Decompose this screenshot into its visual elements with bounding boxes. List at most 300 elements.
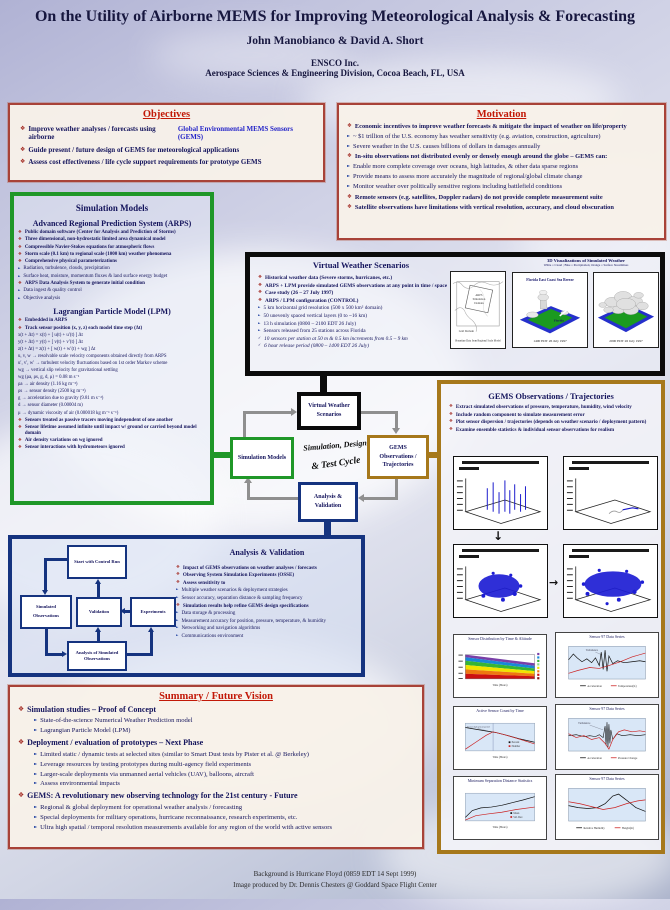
bullet-text: Historical weather data (Severe storms, hurricanes, etc.) xyxy=(265,275,393,282)
arps-heading: Advanced Regional Prediction System (ARPS) xyxy=(32,219,192,228)
bullet-text: ARPS + LPM provide simulated GEMS observations at any point in time / space xyxy=(265,282,448,289)
separation-distance-plot xyxy=(455,784,545,837)
viz-1400-title: Florida East Coast Sea Breeze xyxy=(526,277,574,282)
legend-label: Percent xyxy=(511,740,520,744)
bullet-item xyxy=(18,347,206,353)
sensor-dispersion-plot xyxy=(564,558,657,616)
bullet-item xyxy=(34,814,414,822)
chart-title: Sensor 97 Data Series xyxy=(589,706,625,711)
virtual-weather-list xyxy=(254,274,466,351)
gems-list xyxy=(441,404,661,433)
arrow-bullet-icon: ► xyxy=(347,173,351,179)
flow-box-analysis-of-observations: Analysis of Simulated Observations xyxy=(67,641,127,671)
viz-2000-graphic xyxy=(594,273,658,347)
flow-arrowhead xyxy=(95,579,101,584)
motivation-panel xyxy=(337,103,666,240)
sensor-spikes-plot xyxy=(454,470,547,528)
diamond-bullet-icon: ❖ xyxy=(449,419,453,425)
diamond-bullet-icon: ❖ xyxy=(258,297,263,303)
bullet-item xyxy=(258,298,462,304)
arrow-bullet-icon: ► xyxy=(258,320,261,325)
bullet-text: Remote sensors (e.g. satellites, Doppler radars) do not provide complete measurement suite xyxy=(354,193,603,201)
flow-arrow xyxy=(44,558,47,591)
bullet-item xyxy=(34,824,414,832)
mini-chart-sensor-distribution xyxy=(453,634,547,698)
bullet-text: Leverage resources by testing prototypes during multi-agency field experiments xyxy=(40,760,252,768)
arps-domain-label: ARPS xyxy=(475,293,483,298)
arrow-bullet-icon: ► xyxy=(34,760,38,766)
bullet-text: 5 km horizontal grid resolution (500 x 500 km² domain) xyxy=(263,305,383,312)
bullet-item xyxy=(18,296,206,302)
bullet-item xyxy=(176,572,358,578)
bullet-text: Economic incentives to improve weather forecasts & mitigate the impact of weather on life/property xyxy=(354,122,627,130)
right-arrow-icon: → xyxy=(549,576,559,589)
bullet-item xyxy=(258,321,462,327)
page-title: On the Utility of Airborne MEMS for Improving Meteorological Analysis & Forecasting xyxy=(34,8,636,25)
diamond-bullet-icon: ❖ xyxy=(18,280,22,286)
diamond-bullet-icon: ❖ xyxy=(20,158,26,166)
simulation-models-title: Simulation Models xyxy=(75,203,149,213)
diamond-bullet-icon: ❖ xyxy=(176,602,180,608)
diamond-bullet-icon: ❖ xyxy=(347,122,352,129)
chart-title: Sensor 97 Data Series xyxy=(589,634,625,639)
bullet-text: u, v, w → resolvable scale velocity components obtained directly from ARPS xyxy=(18,354,167,360)
mini-chart-separation-distance xyxy=(453,776,547,840)
humidity-height-plot xyxy=(557,782,657,837)
bullet-item xyxy=(34,804,414,812)
bullet-item xyxy=(176,618,358,624)
bullet-text: Assess environmental impacts xyxy=(40,780,120,788)
objectives-panel xyxy=(8,103,325,182)
virtual-weather-title: Virtual Weather Scenarios xyxy=(312,260,410,270)
arrow-bullet-icon: ► xyxy=(34,727,38,733)
bullet-item xyxy=(176,587,358,593)
diamond-bullet-icon: ❖ xyxy=(176,572,180,578)
sensor-3d-chart-4 xyxy=(563,544,658,618)
arrow-bullet-icon: ► xyxy=(176,594,179,599)
mini-chart-sensor-series-2 xyxy=(555,704,659,770)
viz-2000-caption: 2000 EDT 26 July 1997 xyxy=(609,338,643,343)
bullet-text: 13 h simulation (0800 – 2100 EDT 26 July) xyxy=(263,320,357,327)
bullet-text: Regional & global deployment for operational weather analysis / forecasting xyxy=(40,803,243,811)
bullet-item xyxy=(20,158,313,166)
bullet-text: d → sensor diameter (0.00004 m) xyxy=(18,403,83,409)
chart-title: Active Sensor Count by Time xyxy=(476,708,524,713)
viz-heading: 3D Visualizations of Simulated Weather xyxy=(546,258,625,263)
bullet-item xyxy=(347,123,656,131)
bullet-item xyxy=(18,411,206,417)
sensor-trajectory-plot xyxy=(564,470,657,528)
arrow-bullet-icon: ► xyxy=(18,288,21,293)
chart-title-bar xyxy=(572,549,649,552)
arrow-bullet-icon: ► xyxy=(347,163,351,169)
bullet-item xyxy=(176,603,358,609)
bullet-item xyxy=(176,595,358,601)
bullet-item xyxy=(176,610,358,616)
bullet-item xyxy=(347,173,656,181)
bullet-text: Simulation studies – Proof of Concept xyxy=(27,705,157,714)
bullet-item xyxy=(258,343,462,349)
bullet-text: Objective analysis xyxy=(23,295,61,301)
bullet-text: Comprehensive physical parameterizations xyxy=(24,259,117,265)
arrow-bullet-icon: ► xyxy=(258,305,261,310)
arrow-bullet-icon: ► xyxy=(347,132,351,138)
viz-color-legend: White = Cloud ; Blue = Precipitation; Orange = Surface Streamlines xyxy=(543,263,629,267)
legend-label: Std. Dev. xyxy=(513,815,523,819)
bullet-text: Ultra high spatial / temporal resolution measurements available for any region of the world with active sensors xyxy=(40,823,333,831)
lpm-heading: Lagrangian Particle Model (LPM) xyxy=(53,307,171,317)
florida-label: Florida xyxy=(553,318,564,323)
bullet-item xyxy=(18,340,206,346)
mini-chart-sensor-series-1 xyxy=(555,632,659,698)
diamond-bullet-icon: ❖ xyxy=(18,417,22,423)
bullet-highlight-text: Global Environmental MEMS Sensors (GEMS) xyxy=(177,124,294,141)
bullet-text: g → acceleration due to gravity (9.81 m s⁻²) xyxy=(18,396,104,402)
x-axis-label: Time (Hours) xyxy=(492,755,508,759)
bullet-item xyxy=(176,633,358,639)
bullet-item xyxy=(18,333,206,339)
arps-domain-label: Domain xyxy=(474,300,484,305)
mini-chart-active-sensor-count xyxy=(453,706,547,770)
bullet-text: Guide present / future design of GEMS for meteorological applications xyxy=(28,145,240,154)
bullet-text: Monitor weather over politically sensitive regions including battlefield conditions xyxy=(353,183,563,191)
bullet-item xyxy=(18,326,206,332)
summary-list xyxy=(10,705,422,831)
bullet-text: 10 sensors per station at 50 m & 0.5 km increments from 0.5 – 9 km xyxy=(264,335,408,342)
legend-label: Relative Humidity xyxy=(583,826,605,831)
bullet-item xyxy=(347,133,656,141)
flow-arrowhead xyxy=(95,627,101,632)
bullet-item xyxy=(258,305,462,311)
objectives-list xyxy=(10,125,323,167)
chart-title: Sensor Distribution by Time & Altitude xyxy=(468,636,532,641)
flow-arrowhead xyxy=(120,608,125,614)
bullet-item xyxy=(18,705,414,714)
arrow-bullet-icon: ► xyxy=(258,328,261,333)
bullet-text: x(t + Δt) = x(t) + [ u(t) + u′(t) ] Δt xyxy=(18,332,83,338)
bullet-item xyxy=(347,194,656,202)
bullet-text: u′, v′, w′ → turbulent velocity fluctuations based on 1st order Markov scheme xyxy=(18,361,168,367)
bullet-text: wg (ρa, ρs, g, d, μ) = 0.08 m s⁻¹ xyxy=(18,375,80,381)
cycle-center-text: Simulation, Design xyxy=(302,438,368,453)
chart-title-bar xyxy=(572,461,649,464)
bullet-item xyxy=(18,259,206,265)
flow-arrow xyxy=(44,558,67,561)
bullet-item xyxy=(258,283,462,289)
diamond-bullet-icon: ❖ xyxy=(347,193,352,200)
bullet-text: Simulation results help refine GEMS design specifications xyxy=(182,602,309,609)
arrow-bullet-icon: ► xyxy=(176,610,179,615)
arrow-bullet-icon: ► xyxy=(34,780,38,786)
cycle-arrow xyxy=(361,411,398,414)
chart-annotation: Turbulence xyxy=(585,648,599,652)
bullet-item xyxy=(258,336,462,342)
simulation-domain-map xyxy=(450,271,506,349)
bullet-text: Surface heat, moisture, momentum fluxes & land surface energy budget xyxy=(23,273,168,279)
credit-line: Background is Hurricane Floyd (0859 EDT 14 Sept 1999) xyxy=(253,870,417,878)
bullet-text: Limited static / dynamic tests at selected sites (similar to Smart Dust tests by Pister et al. @ Berkeley) xyxy=(40,750,309,758)
check-bullet-icon: ✓ xyxy=(258,343,262,348)
bullet-item xyxy=(34,771,414,779)
sensor-cluster-plot xyxy=(454,558,547,616)
diamond-bullet-icon: ❖ xyxy=(347,203,352,210)
bullet-item xyxy=(20,125,313,142)
arrow-bullet-icon: ► xyxy=(34,717,38,723)
diamond-bullet-icon: ❖ xyxy=(347,153,352,160)
bullet-item xyxy=(34,780,414,788)
bullet-item xyxy=(18,354,206,360)
diamond-bullet-icon: ❖ xyxy=(18,244,22,250)
flow-arrowhead xyxy=(148,627,154,632)
chart-legend-swatches xyxy=(537,653,539,679)
cycle-center-text: & Test Cycle xyxy=(310,455,362,473)
arrow-bullet-icon: ► xyxy=(176,625,179,630)
footer-credit xyxy=(0,869,670,890)
bullet-item xyxy=(176,580,358,586)
legend-label: Acceleration xyxy=(587,684,602,689)
domain-map-graphic xyxy=(451,272,505,347)
diamond-bullet-icon: ❖ xyxy=(18,445,22,451)
sensor-3d-chart-1 xyxy=(453,456,548,530)
arrow-bullet-icon: ► xyxy=(176,617,179,622)
cycle-arrow xyxy=(243,411,292,414)
viz-panel-1400 xyxy=(512,272,588,348)
bullet-text: Sensors treated as passive tracers moving independent of one another xyxy=(24,417,173,423)
bullet-text: ARPS Data Analysis System to generate initial condition xyxy=(24,280,145,286)
bullet-item xyxy=(18,389,206,395)
chart-title: Sensor 97 Data Series xyxy=(589,776,625,781)
diamond-bullet-icon: ❖ xyxy=(449,404,453,409)
arrow-bullet-icon: ► xyxy=(18,273,21,278)
viz-1400-graphic xyxy=(513,273,587,347)
diamond-bullet-icon: ❖ xyxy=(258,275,263,281)
chart-title-bar xyxy=(462,549,539,552)
bullet-item xyxy=(18,245,206,251)
flow-arrowhead xyxy=(42,590,48,595)
bullet-item xyxy=(347,153,656,161)
cycle-arrow xyxy=(247,497,298,500)
bullet-text: Impact of GEMS observations on weather analyses / forecasts xyxy=(182,564,317,571)
arps-list xyxy=(14,230,210,301)
bullet-text: y(t + Δt) = y(t) + [ v(t) + v′(t) ] Δt xyxy=(18,340,83,346)
sensor-3d-chart-3 xyxy=(453,544,548,618)
diamond-bullet-icon: ❖ xyxy=(258,282,263,288)
acceleration-pressure-plot xyxy=(557,712,657,767)
bullet-item xyxy=(18,418,206,424)
cycle-arrow xyxy=(395,411,398,429)
arrow-bullet-icon: ► xyxy=(34,770,38,776)
bullet-text: Satellite observations have limitations with vertical resolution, accuracy, and cloud obscuration xyxy=(354,203,614,211)
bullet-text: Three dimensional, non-hydrostatic limited area dynamical model xyxy=(24,237,166,243)
bullet-item xyxy=(18,438,206,444)
arrow-bullet-icon: ► xyxy=(347,183,351,189)
bullet-item xyxy=(18,382,206,388)
arrow-bullet-icon: ► xyxy=(34,813,38,819)
bullet-item xyxy=(449,427,653,433)
bullet-item xyxy=(18,738,414,747)
bullet-item xyxy=(258,313,462,319)
bullet-text: Storm scale (0.1 km) to regional scale (1000 km) weather phenomena xyxy=(24,251,172,257)
authors: John Manobianco & David A. Short xyxy=(246,35,424,47)
legend-label: Acceleration xyxy=(587,756,602,761)
bullet-text: Improve weather analyses / forecasts using airborne xyxy=(28,124,156,141)
diamond-bullet-icon: ❖ xyxy=(449,411,453,417)
diamond-bullet-icon: ❖ xyxy=(18,230,22,235)
chart-annotation: Turbulence xyxy=(578,721,591,725)
arrow-bullet-icon: ► xyxy=(34,823,38,829)
bullet-text: Include random component to simulate measurement error xyxy=(455,411,585,418)
diamond-bullet-icon: ❖ xyxy=(18,259,22,265)
bullet-text: Plot sensor dispersion / trajectories (depends on weather scenario / deployment pattern) xyxy=(455,419,647,426)
bullet-text: Networking and navigation algorithms xyxy=(181,625,261,632)
sensor-3d-chart-2 xyxy=(563,456,658,530)
bullet-item xyxy=(449,404,653,410)
cycle-arrow xyxy=(243,411,246,438)
bullet-text: Severe weather in the U.S. causes billions of dollars in damages annually xyxy=(353,142,541,150)
diamond-bullet-icon: ❖ xyxy=(18,438,22,443)
bullet-text: Special deployments for military operations, hurricane reconnaissance, research experiments, etc. xyxy=(40,813,298,821)
cycle-box-simulation-models: Simulation Models xyxy=(230,437,294,479)
virtual-weather-panel xyxy=(245,252,665,376)
arps-domain-label: Simulation xyxy=(472,296,486,301)
bullet-text: Case study (26 – 27 July 1997) xyxy=(265,290,334,297)
arrow-bullet-icon: ► xyxy=(176,632,179,637)
bullet-text: Observing System Simulation Experiments (OSSE) xyxy=(182,572,295,579)
bullet-item xyxy=(18,288,206,294)
summary-title: Summary / Future Vision xyxy=(159,691,273,702)
bullet-item xyxy=(18,266,206,272)
sensor-count-plot xyxy=(455,714,545,767)
check-bullet-icon: ✓ xyxy=(258,335,262,340)
lpm-list xyxy=(14,318,210,451)
bullet-item xyxy=(18,274,206,280)
arrow-bullet-icon: ► xyxy=(176,587,179,592)
bullet-text: wg → vertical slip velocity for gravitational settling xyxy=(18,368,118,374)
arrow-bullet-icon: ► xyxy=(347,142,351,148)
arrow-bullet-icon: ► xyxy=(18,295,21,300)
gems-panel xyxy=(437,380,665,854)
flow-arrow xyxy=(45,653,62,656)
bullet-item xyxy=(347,183,656,191)
bullet-text: Compressible Navier-Stokes equations for atmospheric flows xyxy=(24,244,155,250)
bullet-item xyxy=(34,727,414,735)
poster-header xyxy=(0,4,670,78)
credit-line: Image produced by Dr. Dennis Chesters @ Goddard Space Flight Center xyxy=(233,880,437,889)
bullet-text: Extract simulated observations of pressure, temperature, humidity, wind velocity xyxy=(455,404,632,410)
diamond-bullet-icon: ❖ xyxy=(176,579,180,585)
bullet-text: Embedded in ARPS xyxy=(24,318,68,324)
arrow-bullet-icon: ► xyxy=(18,266,21,271)
arrow-bullet-icon: ► xyxy=(258,313,261,318)
bullet-item xyxy=(18,425,206,437)
objectives-title: Objectives xyxy=(142,109,191,120)
cycle-box-analysis-validation: Analysis & Validation xyxy=(298,482,358,522)
connector-blue xyxy=(324,521,331,536)
bullet-item xyxy=(18,318,206,324)
summary-panel xyxy=(8,685,424,849)
grid-domain-label: Grid Domain xyxy=(458,328,474,333)
arrow-bullet-icon: ► xyxy=(34,803,38,809)
bullet-text: Provide means to assess more accurately the magnitude of regional/global climate change xyxy=(353,173,583,181)
diamond-bullet-icon: ❖ xyxy=(258,290,263,296)
bullet-item xyxy=(18,237,206,243)
bullet-text: Deployment / evaluation of prototypes – Next Phase xyxy=(27,738,204,748)
analysis-validation-panel xyxy=(8,535,365,677)
bullet-item xyxy=(176,625,358,631)
gems-title: GEMS Observations / Trajectories xyxy=(488,391,614,401)
flow-arrow xyxy=(97,584,100,597)
bullet-text: 6 hour release period (0800 – 1400 EDT 26 July) xyxy=(264,343,370,350)
x-axis-label: Time (Hours) xyxy=(492,683,508,687)
bullet-item xyxy=(18,252,206,258)
bullet-text: Lagrangian Particle Model (LPM) xyxy=(40,727,131,735)
x-axis-label: Time (Hours) xyxy=(492,825,508,829)
bullet-item xyxy=(34,751,414,759)
connector-green xyxy=(213,452,231,458)
bullet-item xyxy=(258,290,462,296)
bullet-text: ~ $1 trillion of the U.S. economy has weather sensitivity (e.g. aviation, construction, agriculture) xyxy=(353,132,601,140)
bullet-text: ρs → sensor density (2500 kg m⁻³) xyxy=(18,389,86,395)
diamond-bullet-icon: ❖ xyxy=(18,424,22,430)
arrow-bullet-icon: ► xyxy=(34,750,38,756)
diamond-bullet-icon: ❖ xyxy=(18,237,22,243)
bullet-text: Sensors released from 25 stations across Florida xyxy=(263,328,366,335)
mini-chart-sensor-series-3 xyxy=(555,774,659,840)
legend-label: Mean xyxy=(513,811,520,815)
chart-title: Minimum Separation Distance Statistics xyxy=(467,778,533,783)
bullet-item xyxy=(258,328,462,334)
bullet-text: Enable more complete coverage over oceans, high latitudes, & other data sparse regions xyxy=(353,163,579,171)
organization-division: Aerospace Sciences & Engineering Division, Cocoa Beach, FL, USA xyxy=(205,68,465,78)
cycle-box-virtual-weather: Virtual Weather Scenarios xyxy=(297,392,361,430)
bullet-text: 50 unevenly spaced vertical layers (0 to ~16 km) xyxy=(263,313,367,320)
bullet-item xyxy=(20,146,313,154)
bullet-text: Multiple weather scenarios & deployment strategies xyxy=(181,587,288,594)
bullet-item xyxy=(18,445,206,451)
connector-black xyxy=(320,372,327,393)
diamond-bullet-icon: ❖ xyxy=(176,564,180,570)
legend-label: Height(m) xyxy=(621,826,634,831)
chart-annotation: Sensor deployment period xyxy=(467,726,490,729)
bullet-text: Assess sensitivity to xyxy=(182,579,226,586)
bullet-item xyxy=(449,412,653,418)
bullet-item xyxy=(18,396,206,402)
flow-arrow xyxy=(150,632,153,656)
bullet-item xyxy=(18,368,206,374)
flow-arrow xyxy=(45,629,48,656)
bullet-text: Sensor lifetime assumed infinite until impact w/ ground or carried beyond model domain xyxy=(24,424,197,436)
flow-box-experiments: Experiments xyxy=(130,597,176,627)
bullet-text: Larger-scale deployments via unmanned aerial vehicles (UAV), balloons, aircraft xyxy=(40,770,254,778)
legend-label: Pressure Change xyxy=(618,756,638,761)
flow-box-validation: Validation xyxy=(76,597,122,627)
bullet-item xyxy=(176,565,358,571)
bullet-text: Track sensor position (x, y, z) each model time step (Δt) xyxy=(24,325,143,331)
motivation-list xyxy=(339,123,664,212)
diamond-bullet-icon: ❖ xyxy=(20,124,26,132)
bullet-text: z(t + Δt) = z(t) + [ w(t) + w′(t) + wg ] Δt xyxy=(18,347,96,353)
bullet-text: Air density variations on wg ignored xyxy=(24,438,103,443)
bullet-item xyxy=(18,375,206,381)
diamond-bullet-icon: ❖ xyxy=(20,145,26,153)
flow-arrow xyxy=(125,610,130,613)
motivation-title: Motivation xyxy=(476,109,527,120)
analysis-list xyxy=(172,563,362,641)
legend-label: Number xyxy=(511,744,521,748)
viz-heading-block xyxy=(508,258,664,267)
cycle-arrowhead xyxy=(358,494,364,502)
diamond-bullet-icon: ❖ xyxy=(18,251,22,257)
